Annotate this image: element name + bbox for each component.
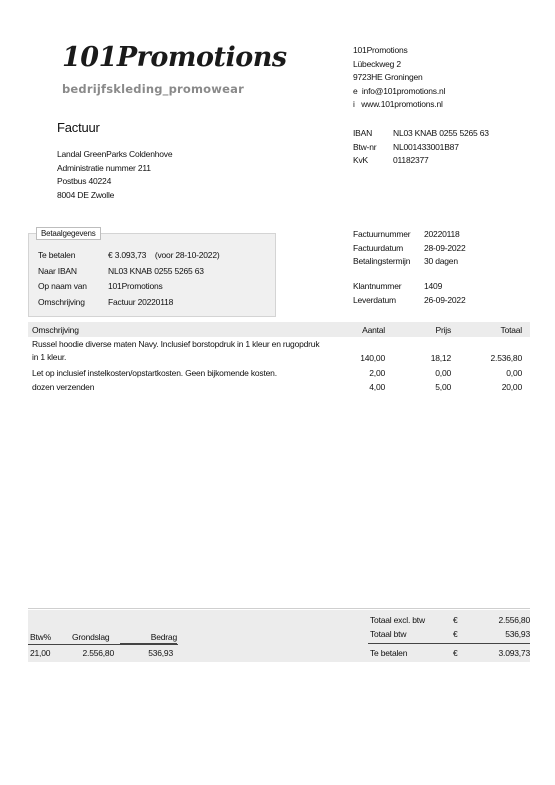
customer-meta (353, 280, 465, 307)
vat-amount: 536,93 (148, 648, 173, 658)
invoice-meta (353, 228, 465, 269)
document-title: Factuur (57, 120, 100, 135)
meta-value: 20220118 (424, 229, 460, 239)
bank-value: NL001433001B87 (393, 141, 459, 152)
meta-label: Betalingstermijn (353, 256, 411, 266)
vat-header-rate: Btw% (30, 632, 51, 642)
payment-label: Te betalen (38, 250, 76, 260)
summary-divider (28, 608, 530, 609)
items-header (28, 322, 530, 337)
totals-label: Totaal btw (370, 629, 407, 639)
customer-address (57, 148, 172, 202)
customer-line: Landal GreenParks Coldenhove (57, 149, 173, 159)
payment-label: Op naam van (38, 281, 87, 291)
meta-label: Factuurnummer (353, 229, 411, 239)
grand-total-value: 3.093,73 (498, 648, 530, 658)
vat-header-amount: Bedrag (120, 632, 177, 644)
company-city: 9723HE Groningen (353, 72, 423, 82)
totals-value: 536,93 (505, 629, 530, 639)
payment-details (38, 248, 219, 310)
website-link[interactable]: www.101promotions.nl (361, 99, 443, 109)
grand-total-currency: € (453, 648, 458, 658)
col-header-quantity: Aantal (362, 325, 385, 335)
meta-row (353, 242, 465, 256)
bank-info (353, 127, 489, 168)
item-description: Let op inclusief instelkosten/opstartkosten. Geen bijkomende kosten. (32, 368, 277, 378)
payment-row (38, 248, 219, 264)
payment-row (38, 295, 219, 311)
payment-value: Factuur 20220118 (108, 296, 174, 307)
totals-label: Totaal excl. btw (370, 615, 425, 625)
item-total: 20,00 (501, 382, 522, 392)
customer-line: 8004 DE Zwolle (57, 189, 115, 200)
bank-label: Btw-nr (353, 141, 377, 152)
col-header-total: Totaal (500, 325, 522, 335)
totals-currency: € (453, 629, 458, 639)
item-total: 0,00 (506, 368, 522, 378)
vat-header-base: Grondslag (72, 632, 110, 642)
meta-row (353, 228, 465, 242)
item-description-line: in 1 kleur. (32, 352, 67, 362)
meta-value: 26-09-2022 (424, 294, 466, 305)
meta-row (353, 280, 465, 294)
meta-label: Factuurdatum (353, 242, 404, 253)
totals-currency: € (453, 615, 458, 625)
payment-row (38, 279, 219, 295)
logo-tagline: bedrijfskleding_promowear (62, 82, 244, 96)
meta-value: 30 dagen (424, 256, 458, 266)
item-description-line: Russel hoodie diverse maten Navy. Inclusief borstopdruk in 1 kleur en rugopdruk (32, 339, 320, 349)
payment-label: Omschrijving (38, 296, 85, 307)
bank-label: KvK (353, 155, 368, 165)
meta-label: Klantnummer (353, 281, 402, 291)
email-link[interactable]: info@101promotions.nl (361, 85, 446, 96)
col-header-description: Omschrijving (32, 325, 79, 335)
bank-row (353, 127, 489, 141)
payment-value: € 3.093,73 (108, 250, 147, 260)
customer-line: Administratie nummer 211 (57, 162, 151, 173)
grand-total-label: Te betalen (370, 648, 408, 658)
item-description: dozen verzenden (32, 382, 95, 392)
web-prefix: i (353, 99, 355, 109)
item-total: 2.536,80 (490, 353, 522, 363)
item-description (32, 338, 319, 364)
bank-value: NL03 KNAB 0255 5265 63 (393, 128, 489, 138)
payment-due-note: (voor 28-10-2022) (154, 250, 220, 260)
company-name: 101Promotions (353, 45, 408, 55)
vat-base: 2.556,80 (82, 648, 114, 658)
payment-legend: Betaalgegevens (36, 227, 101, 240)
item-quantity: 2,00 (369, 368, 385, 378)
payment-row (38, 264, 219, 280)
totals-value: 2.556,80 (498, 615, 530, 625)
meta-row (353, 255, 465, 269)
company-street: Lübeckweg 2 (353, 58, 401, 69)
company-address (353, 44, 445, 112)
customer-line: Postbus 40224 (57, 176, 112, 186)
bank-row (353, 141, 489, 155)
meta-label: Leverdatum (353, 294, 396, 305)
payment-value: 101Promotions (108, 281, 163, 291)
item-quantity: 140,00 (360, 353, 385, 363)
payment-label: Naar IBAN (38, 265, 77, 276)
company-email (353, 85, 445, 99)
item-price: 18,12 (430, 353, 451, 363)
company-logo: 101Promotions (62, 42, 287, 73)
company-website (353, 98, 445, 112)
col-header-price: Prijs (435, 325, 451, 335)
email-prefix: e (353, 85, 358, 96)
vat-header-underline (28, 644, 178, 645)
meta-value: 1409 (424, 281, 443, 291)
meta-value: 28-09-2022 (424, 242, 466, 253)
totals-divider (368, 643, 530, 644)
vat-rate: 21,00 (30, 648, 51, 658)
bank-row (353, 154, 489, 168)
bank-value: 01182377 (393, 155, 429, 165)
item-price: 5,00 (435, 382, 451, 392)
item-price: 0,00 (435, 368, 451, 378)
payment-value: NL03 KNAB 0255 5265 63 (108, 265, 204, 276)
meta-row (353, 294, 465, 308)
bank-label: IBAN (353, 128, 373, 138)
item-quantity: 4,00 (369, 382, 385, 392)
